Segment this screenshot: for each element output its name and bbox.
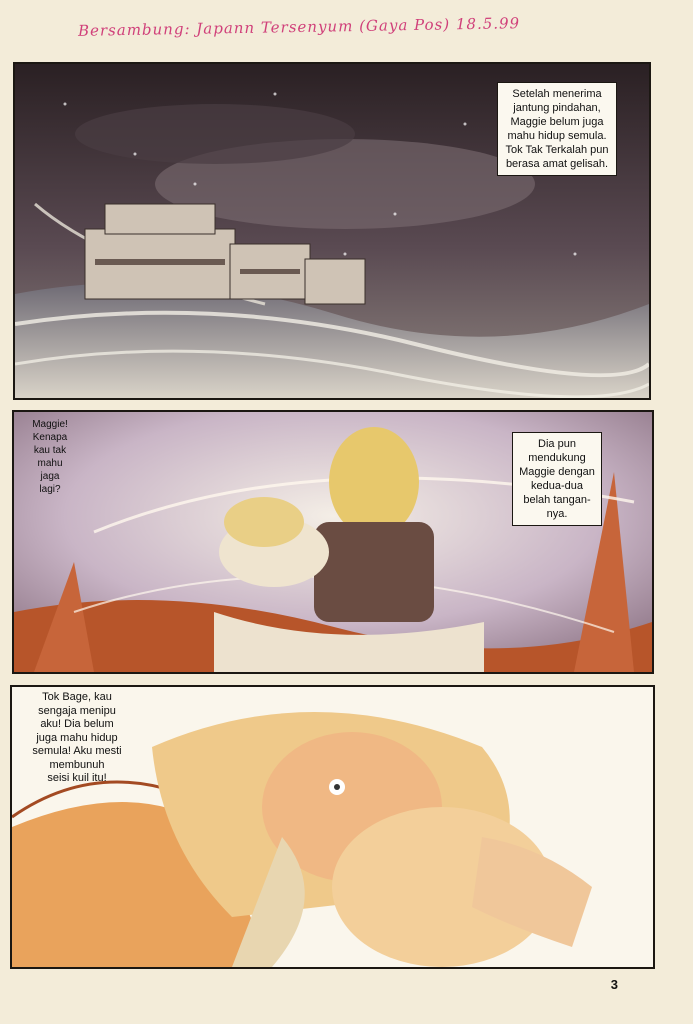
speech-line: juga mahu hidup [36, 731, 118, 744]
speech-bubble [22, 418, 78, 496]
speech-line: membunuh [49, 758, 105, 771]
narration-caption [512, 432, 602, 526]
speech-line: sengaja menipu [38, 704, 116, 717]
caption-line: nya. [546, 508, 568, 520]
caption-line: Maggie belum juga [510, 116, 604, 128]
panel-storm-temple [13, 62, 651, 400]
caption-line: Maggie dengan [519, 466, 595, 478]
speech-line: Tok Bage, kau [42, 691, 112, 703]
speech-line: lagi? [39, 484, 61, 495]
speech-line: aku! Dia belum [40, 718, 114, 730]
panel-carrying-maggie [12, 410, 654, 674]
caption-line: berasa amat gelisah. [505, 158, 609, 170]
handwritten-note: Bersambung: Japann Tersenyum (Gaya Pos) 18.5.99 [77, 14, 521, 40]
caption-line: Setelah menerima [512, 88, 602, 100]
page-number: 3 [610, 977, 618, 992]
caption-line: mendukung [528, 452, 586, 464]
speech-line: kau tak [33, 445, 67, 456]
caption-line: kedua-dua [531, 480, 583, 492]
speech-line: Maggie! [32, 419, 68, 430]
caption-line: Tok Tak Terkalah pun [505, 144, 609, 156]
speech-line: jaga [40, 471, 60, 482]
panel-closeup-anguish [10, 685, 655, 969]
narration-caption [497, 82, 617, 176]
speech-line: mahu [37, 458, 63, 469]
caption-line: Dia pun [538, 438, 576, 450]
speech-bubble [18, 691, 136, 786]
speech-line: semula! Aku mesti [32, 745, 122, 757]
speech-line: seisi kuil itu! [47, 772, 107, 784]
caption-line: jantung pindahan, [513, 102, 601, 114]
speech-line: Kenapa [32, 432, 68, 443]
caption-line: mahu hidup semula. [507, 130, 607, 142]
caption-line: belah tangan- [523, 494, 591, 506]
